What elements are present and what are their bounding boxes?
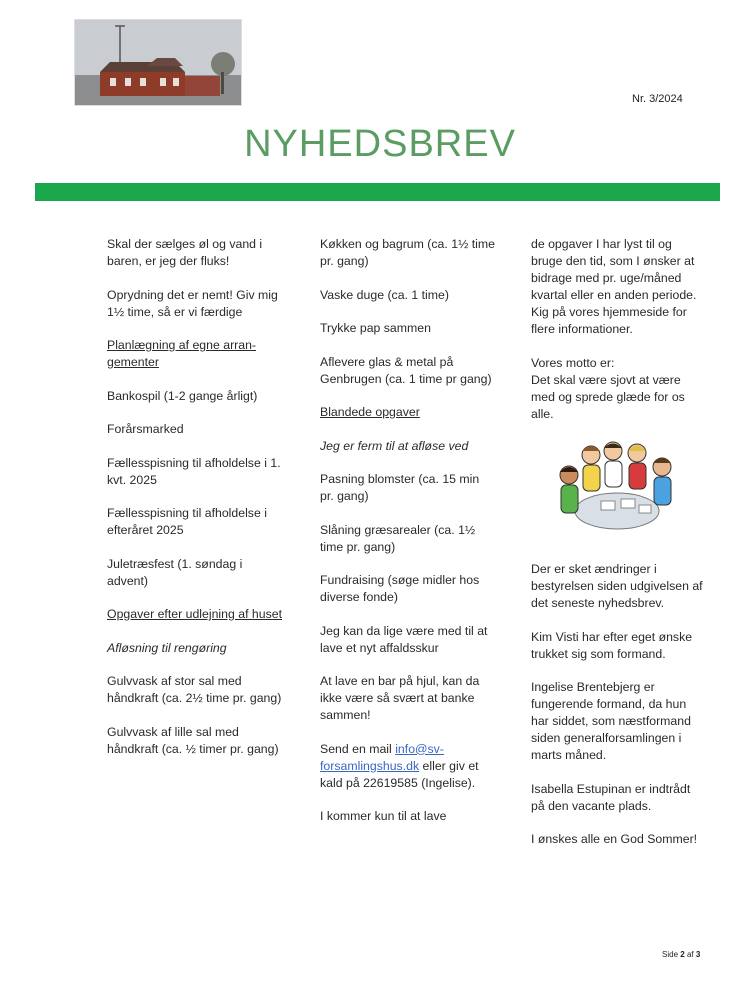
- footer-total-pages: 3: [695, 950, 701, 959]
- motto-block: [531, 355, 703, 423]
- building-photo: [74, 19, 242, 106]
- italic-subheading: Afløsning til rengøring: [107, 640, 227, 655]
- paragraph: Ingelise Brentebjerg er fungerende formand, da hun har siddet, som næstformand siden generalforsamlingen i marts måned.: [531, 680, 691, 762]
- paragraph: Fundraising (søge midler hos diverse fonde): [320, 573, 480, 604]
- contact-paragraph: [320, 741, 495, 792]
- email-link[interactable]: info@sv-forsamlingshus.dk: [320, 741, 444, 773]
- paragraph: Oprydning det er nemt! Giv mig 1½ time, så er vi færdige: [107, 287, 278, 319]
- column-2: [320, 236, 495, 842]
- paragraph: Kim Visti har efter eget ønske trukket sig som formand.: [531, 629, 693, 661]
- green-divider-bar: [35, 183, 720, 201]
- paragraph: Forårsmarked: [107, 422, 184, 436]
- paragraph: Der er sket ændringer i bestyrelsen siden udgivelsen af det seneste nyhedsbrev.: [531, 562, 703, 610]
- paragraph: Fællesspisning til afholdelse i 1. kvt. 2025: [107, 455, 281, 487]
- paragraph: Fællesspisning til afholdelse i efteråret 2025: [107, 506, 267, 537]
- issue-number: Nr. 3/2024: [632, 93, 683, 105]
- paragraph: Bankospil (1-2 gange årligt): [107, 388, 258, 403]
- paragraph: At lave en bar på hjul, kan da ikke være så svært at banke sammen!: [320, 674, 480, 722]
- paragraph: Slåning græsarealer (ca. 1½ time pr. gang): [320, 522, 476, 554]
- paragraph: de opgaver I har lyst til og bruge den tid, som I ønsker at bidrage med pr. uge/måned kvartal eller en anden periode. Kig på vores hjemmeside for flere informationer.: [531, 237, 697, 336]
- motto-text: Det skal være sjovt at være med og sprede glæde for os alle.: [531, 372, 685, 421]
- motto-label: Vores motto er:: [531, 355, 615, 370]
- paragraph: Isabella Estupinan er indtrådt på den vacante plads.: [531, 781, 691, 813]
- paragraph: Pasning blomster (ca. 15 min pr. gang): [320, 472, 480, 503]
- paragraph: Køkken og bagrum (ca. 1½ time pr. gang): [320, 237, 495, 268]
- paragraph: Vaske duge (ca. 1 time): [320, 287, 449, 302]
- paragraph: Gulvvask af lille sal med håndkraft (ca. ½ timer pr. gang): [107, 724, 279, 756]
- section-heading: Blandede opgaver: [320, 405, 420, 419]
- paragraph: Jeg kan da lige være med til at lave et nyt affaldsskur: [320, 623, 488, 655]
- paragraph: Trykke pap sammen: [320, 321, 431, 335]
- paragraph: I ønskes alle en God Sommer!: [531, 832, 698, 846]
- section-heading: Opgaver efter udlejning af huset: [107, 607, 283, 621]
- paragraph: Gulvvask af stor sal med håndkraft (ca. 2½ time pr. gang): [107, 674, 282, 705]
- footer-of-label: af: [686, 950, 694, 959]
- paragraph: I kommer kun til at lave: [320, 809, 447, 823]
- contact-text: Send en mail: [320, 741, 396, 756]
- italic-subheading: Jeg er ferm til at afløse ved: [320, 438, 469, 453]
- section-heading: Planlægning af egne arran-gementer: [107, 338, 257, 369]
- paragraph: Juletræsfest (1. søndag i advent): [107, 556, 243, 588]
- page-footer: [662, 950, 700, 959]
- people-meeting-clipart: [551, 439, 681, 539]
- newsletter-title: NYHEDSBREV: [244, 123, 516, 165]
- footer-side-label: Side: [662, 950, 679, 959]
- paragraph: Skal der sælges øl og vand i baren, er jeg der fluks!: [107, 237, 263, 268]
- footer-page-number: 2: [680, 950, 685, 959]
- paragraph: Aflevere glas & metal på Genbrugen (ca. 1 time pr gang): [320, 354, 492, 386]
- column-1: [107, 236, 285, 774]
- contact-text: eller giv et kald på 22619585 (Ingelise).: [320, 758, 479, 790]
- column-3: [531, 236, 703, 865]
